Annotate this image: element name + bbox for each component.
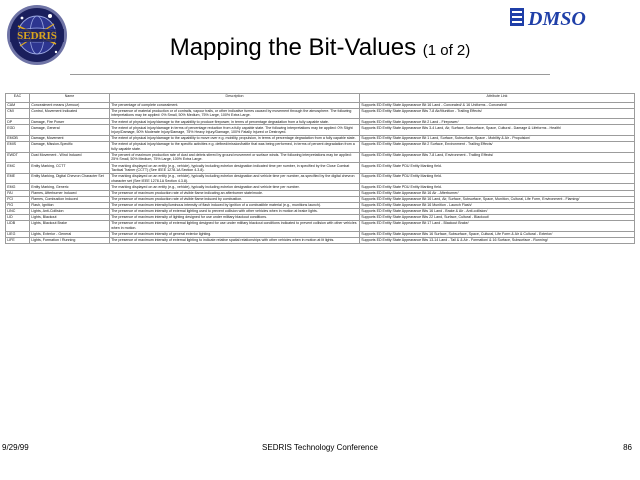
page-number: 86 [623,443,632,452]
table-row [6,173,635,184]
table-row [6,152,635,163]
cell-description: The extent of physical injury/damage to the specific activities e.g. defined/mission/battle that was being performed, in terms of percent degradation from a fully capable state. [110,142,360,153]
cell-description: The presence of maximum intensity/luminous intensity of flash induced by ignition of a combustible material (e.g., munitions launch). [110,202,360,208]
footer-conference: SEDRIS Technology Conference [262,443,378,452]
cell-name: Damage, General [30,125,110,136]
cell-code: LID [6,214,30,220]
table-body [6,102,635,243]
title-divider [70,74,550,75]
cell-name: Damage, Fire Power [30,119,110,125]
cell-attribute-link: Supports ED Entity State Appearance Bit 17 Land - Blackout Brake/ [360,221,635,232]
cell-name: Entity Marking, CCTT [30,163,110,174]
cell-name: Lights, Formation / Running [30,237,110,243]
cell-code: DP [6,119,30,125]
cell-code: EMG [6,184,30,190]
cell-attribute-link: Supports ED Entity State Appearance Bit 2 Surface, Environment - Trailing Effects/ [360,142,635,153]
cell-code: EMOB [6,135,30,141]
cell-attribute-link: Supports ED Entity State Appearance Bit 16 Munition - Launch Flash/ [360,202,635,208]
cell-name: Dust Movement - Wind Induced [30,152,110,163]
cell-name: Flames, Combustion Induced [30,196,110,202]
cell-name: Control, Movement Indicated [30,108,110,119]
cell-code: LINC [6,208,30,214]
sedris-logo-text: SEDRIS [17,30,57,42]
cell-code: EMC [6,163,30,174]
table-row [6,237,635,243]
cell-code: LIDB [6,221,30,232]
dmso-logo-text: DMSO [528,8,586,30]
cell-description: The extent of physical injury/damage in terms of percentage reduction from a fully capable state. The following interpretations may be applied: 0% Slight Injury/Damage, 50% Moderate Injury/Damage, 75% Heavy Injury/Damage, 100% Fatally Injured or Destroyed. [110,125,360,136]
cell-code: CAM [6,102,30,108]
cell-name: Lights, Exterior - General [30,231,110,237]
cell-description: The presence of material production or of contrails, vapour trails, or other indicative fumes caused by movement through the atmosphere. The following interpretations may be applied: 0% Small, 50% Medium, 75% Large, 100% Extra Large. [110,108,360,119]
cell-attribute-link: Supports ED Entity State Appearance Bits 16 Land - Brake & Air - Anti-collision/ [360,208,635,214]
cell-description: The presence of maximum intensity of external lighting designed for use under military blackout conditions indicated to prevent collision with other vehicles when in motion. [110,221,360,232]
cell-code: EMIS [6,142,30,153]
cell-code: FAI [6,190,30,196]
cell-description: The extent of physical injury/damage to the capability to move over e.g. mobility, propulsion, in terms of percentage degradation from a fully capable state. [110,135,360,141]
cell-name: Flash, Ignition [30,202,110,208]
cell-description: The presence of maximum intensity of external lighting to indicate relative spatial relationships with other vehicles when in motion at lit lights. [110,237,360,243]
cell-attribute-link: Supports ED Entity State Appearance Bit 2 Land - Firepower/ [360,119,635,125]
cell-name: Concealment means (Armour) [30,102,110,108]
cell-description: The percent of maximum production rate of dust and debris stirred by ground movement or surface winds. The following interpretations may be applied: 25% Small, 50% Medium, 75% Large, 100% Extra Large. [110,152,360,163]
cell-description: The marking displayed on an entity (e.g., vehicle), typically including echelon designation and vehicle time per number, as specified by the digital chevron character set (See IEEE 1278.1A Section 4.3.8). [110,173,360,184]
cell-attribute-link: Supports ED Entity State PDU Entity Marking field. [360,163,635,174]
cell-description: The marking displayed on an entity (e.g., vehicle), typically including echelon designation indicated time per number, in specified by the Close Combat Tactical Trainer (CCTT) (See IEEE 1278.1A Section 4.3.8). [110,163,360,174]
cell-code: CMI [6,108,30,119]
table-row [6,142,635,153]
cell-description: The presence of maximum intensity of external lighting used to prevent collision with other vehicles when in motion at brake lights. [110,208,360,214]
footer-date: 9/29/99 [2,443,29,452]
cell-description: The extent of physical injury/damage to the capability to produce firepower, in terms of percentage degradation from a fully capable state. [110,119,360,125]
cell-name: Entity Marking, Generic [30,184,110,190]
table-header-row [6,94,635,103]
column-header-eac: EAC [6,94,30,103]
cell-code: LIFE [6,237,30,243]
cell-attribute-link: Supports ED Entity State Appearance Bit 16 Land - Concealed/ & 16 Uniforms - Concealed/ [360,102,635,108]
cell-attribute-link: Supports ED Entity State Appearance Bits 22 Land, Surface, Cultural - Blackout/ [360,214,635,220]
cell-code: EGD [6,125,30,136]
cell-description: The percentage of complete concealment. [110,102,360,108]
cell-name: Damage, Movement [30,135,110,141]
cell-attribute-link: Supports ED Entity State Appearance Bit 16 Air - Afterburner/ [360,190,635,196]
dmso-logo [510,4,630,30]
column-header-name: Name [30,94,110,103]
cell-attribute-link: Supports ED Entity State Appearance Bits 13-14 Land - Tail & & Air - Formation/ & 16 Surface, Subsurface - Running/ [360,237,635,243]
cell-attribute-link: Supports ED Entity State Appearance Bits 7-8 Air/Munition - Trailing Effects/ [360,108,635,119]
cell-attribute-link: Supports ED Entity State PDU Entity Marking field. [360,184,635,190]
column-header-description: Description [110,94,360,103]
cell-attribute-link: Supports ED Entity State PDU Entity Marking field. [360,173,635,184]
cell-code: EWDT [6,152,30,163]
cell-code: LIEG [6,231,30,237]
table-row [6,125,635,136]
cell-attribute-link: Supports ED Entity State Appearance Bit 16 Land, Air, Surface, Subsurface, Space, Munition, Cultural, Life Form, Environment - Flaming/ [360,196,635,202]
cell-code: EME [6,173,30,184]
cell-name: Lights, Blackout Brake [30,221,110,232]
cell-attribute-link: Supports ED Entity State Appearance Bits 7-8 Land, Environment - Trailing Effects/ [360,152,635,163]
table-row [6,163,635,174]
cell-description: The presence of maximum production rate of visible flame indicating an afterburner state/mode. [110,190,360,196]
cell-description: The presence of maximum intensity of lighting designed for use under military blackout conditions. [110,214,360,220]
cell-name: Flames, Afterburner Induced [30,190,110,196]
column-header-attribute-link: Attribute Link [360,94,635,103]
cell-code: FCI [6,196,30,202]
cell-attribute-link: Supports ED Entity State Appearance Bit 1 Land, Surface, Subsurface, Space - Mobility & Air - Propulsion/ [360,135,635,141]
cell-name: Lights, Anti-Collision [30,208,110,214]
cell-name: Lights, Blackout [30,214,110,220]
cell-name: Entity Marking, Digital Chevron Character Set [30,173,110,184]
page-title [0,34,640,62]
table-row [6,221,635,232]
cell-attribute-link: Supports ED Entity State Appearance Bits 3-4 Land, Air, Surface, Subsurface, Space, Cultural - Damage & Lifeforms - Health/ [360,125,635,136]
cell-code: FIG [6,202,30,208]
cell-name: Damage, Mission-Specific [30,142,110,153]
title-suffix: (1 of 2) [422,42,471,59]
cell-description: The marking displayed on an entity (e.g., vehicle), typically including echelon designation and vehicle time per number. [110,184,360,190]
cell-attribute-link: Supports ED Entity State Appearance Bits 16 Surface, Subsurface, Space, Cultural, Life Form & Air & Cultural - Exterior/ [360,231,635,237]
title-main: Mapping the Bit-Values [169,34,417,61]
bit-values-table [5,93,635,244]
cell-description: The presence of maximum production rate of visible flame induced by combustion. [110,196,360,202]
cell-description: The presence of maximum intensity of general exterior lighting. [110,231,360,237]
table-row [6,108,635,119]
